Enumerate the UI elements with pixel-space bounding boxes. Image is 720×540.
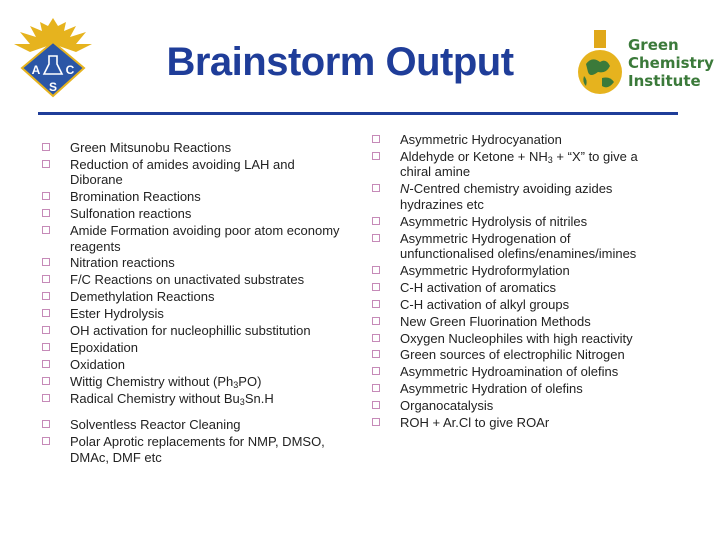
bullet-text: Reduction of amides avoiding LAH and Diborane xyxy=(70,156,295,188)
bullet-item xyxy=(42,289,342,305)
bullet-text: Oxidation xyxy=(70,356,125,372)
bullet-text: Bromination Reactions xyxy=(70,189,201,205)
bullet-item xyxy=(372,415,664,431)
bullet-item xyxy=(42,417,342,433)
bullet-item xyxy=(42,255,342,271)
bullet-item xyxy=(42,374,342,390)
gci-logo-line-2: Chemistry xyxy=(628,54,714,72)
bullet-text: Green sources of electrophilic Nitrogen xyxy=(400,347,625,363)
left-bullet-list-1 xyxy=(42,140,342,406)
bullet-text: Demethylation Reactions xyxy=(70,289,215,305)
bullet-item xyxy=(372,132,664,148)
acs-letter-s: S xyxy=(48,80,58,94)
bullet-text: Polar Aprotic replacements for NMP, DMSO, DMAc, DMF etc xyxy=(70,434,325,465)
acs-letter-c: C xyxy=(65,63,75,77)
bullet-item xyxy=(42,323,342,339)
bullet-text: Organocatalysis xyxy=(400,398,494,414)
page-title: Brainstorm Output xyxy=(166,40,514,84)
bullet-item xyxy=(372,364,664,380)
bullet-text: Asymmetric Hydroformylation xyxy=(400,262,570,278)
bullet-item xyxy=(42,189,342,205)
bullet-text: PO) xyxy=(238,373,262,389)
bullet-text: + “X” to give a chiral amine xyxy=(400,148,638,180)
bullet-item xyxy=(372,381,664,397)
bullet-text: Sulfonation reactions xyxy=(70,206,192,222)
bullet-item xyxy=(372,280,664,296)
flask-globe-icon xyxy=(576,28,624,100)
bullet-item xyxy=(42,434,342,465)
bullet-item xyxy=(42,272,342,288)
bullet-item xyxy=(42,306,342,322)
bullet-text: Radical Chemistry without Bu xyxy=(70,390,240,406)
acs-letter-a: A xyxy=(31,63,41,77)
bullet-item xyxy=(42,340,342,356)
bullet-text: Asymmetric Hydration of olefins xyxy=(400,381,583,397)
subscript: 3 xyxy=(547,154,553,165)
subscript: 3 xyxy=(239,396,245,407)
bullet-item xyxy=(372,347,664,363)
bullet-text: Green Mitsunobu Reactions xyxy=(70,140,232,155)
bullet-text: C-H activation of aromatics xyxy=(400,279,557,295)
bullet-item xyxy=(372,314,664,330)
bullet-text: Asymmetric Hydrogenation of unfunctionalised olefins/enamines/imines xyxy=(400,230,637,262)
bullet-text: Asymmetric Hydrolysis of nitriles xyxy=(400,213,588,229)
bullet-item xyxy=(372,231,664,262)
bullet-item xyxy=(372,263,664,279)
right-column xyxy=(372,132,664,432)
bullet-text: Nitration reactions xyxy=(70,255,175,271)
bullet-text: Asymmetric Hydrocyanation xyxy=(400,132,562,147)
title-divider xyxy=(38,112,678,115)
bullet-item xyxy=(372,297,664,313)
bullet-item xyxy=(372,181,664,212)
bullet-text: Wittig Chemistry without (Ph xyxy=(70,373,234,389)
bullet-text: F/C Reactions on unactivated substrates xyxy=(70,272,305,288)
bullet-item xyxy=(42,157,342,188)
bullet-text: Asymmetric Hydroamination of olefins xyxy=(400,364,619,380)
gci-logo-line-1: Green xyxy=(628,36,679,54)
bullet-text: Aldehyde or Ketone + NH xyxy=(400,148,548,164)
bullet-text: Solventless Reactor Cleaning xyxy=(70,417,241,433)
bullet-text: -Centred chemistry avoiding azides hydrazines etc xyxy=(400,181,613,212)
bullet-text: Epoxidation xyxy=(70,339,138,355)
bullet-text: ROH + Ar.Cl to give ROAr xyxy=(400,414,550,430)
bullet-text: OH activation for nucleophillic substitution xyxy=(70,323,311,339)
gci-logo-line-3: Institute xyxy=(628,72,701,90)
bullet-text: New Green Fluorination Methods xyxy=(400,313,591,329)
bullet-text: Sn.H xyxy=(244,390,274,406)
bullet-text: Ester Hydrolysis xyxy=(70,306,164,322)
bullet-text: Amide Formation avoiding poor atom economy reagents xyxy=(70,223,340,254)
bullet-item xyxy=(372,331,664,347)
bullet-item xyxy=(42,391,342,407)
left-bullet-list-2 xyxy=(42,417,342,465)
bullet-item xyxy=(42,140,342,156)
bullet-item xyxy=(42,206,342,222)
left-column xyxy=(42,140,342,467)
right-bullet-list xyxy=(372,132,664,430)
bullet-item xyxy=(42,357,342,373)
bullet-text: Oxygen Nucleophiles with high reactivity xyxy=(400,330,633,346)
bullet-item xyxy=(372,149,664,180)
gci-logo xyxy=(576,28,714,100)
bullet-item xyxy=(372,398,664,414)
bullet-item xyxy=(42,223,342,254)
bullet-item xyxy=(372,214,664,230)
bullet-text: N xyxy=(400,181,410,197)
subscript: 3 xyxy=(233,379,239,390)
bullet-text: C-H activation of alkyl groups xyxy=(400,296,570,312)
acs-logo xyxy=(10,14,96,98)
